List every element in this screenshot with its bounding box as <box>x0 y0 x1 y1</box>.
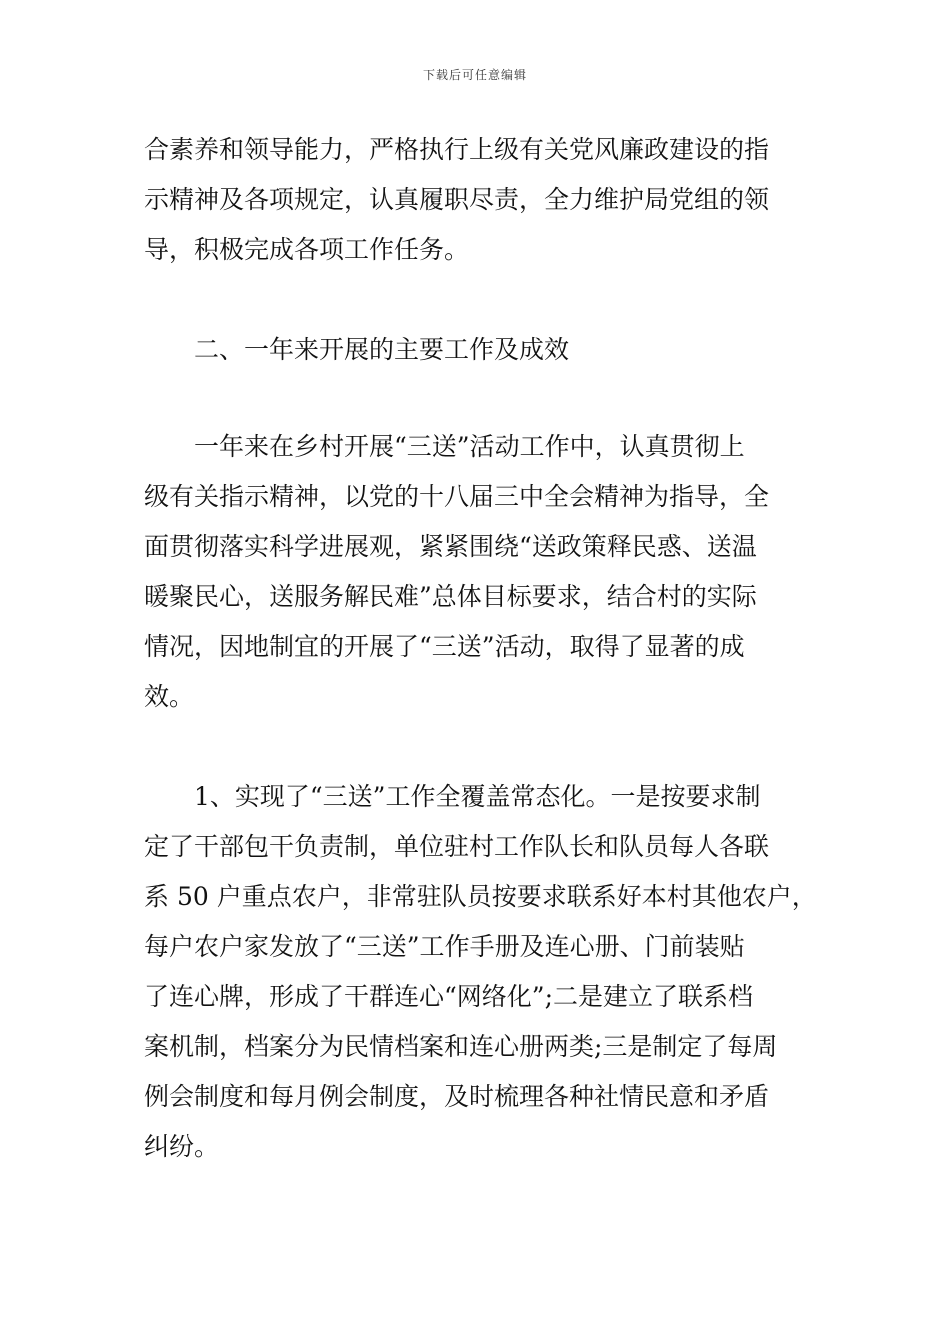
text-line: 面贯彻落实科学进展观，紧紧围绕“送政策释民惑、送温 <box>144 532 757 561</box>
text-line: 纠纷。 <box>144 1132 220 1161</box>
text-line: 系 50 户重点农户，非常驻队员按要求联系好本村其他农户， <box>144 882 817 911</box>
text-line: 暖聚民心，送服务解民难”总体目标要求，结合村的实际 <box>144 582 757 611</box>
text-line: 案机制，档案分为民情档案和连心册两类;三是制定了每周 <box>144 1032 778 1061</box>
text-line: 一年来在乡村开展“三送”活动工作中，认真贯彻上 <box>194 432 745 461</box>
paragraph-item-1 <box>144 772 817 1172</box>
paragraph-overview <box>144 422 814 722</box>
page-header: 下载后可任意编辑 <box>422 68 527 82</box>
section-heading <box>144 325 814 375</box>
text-line: 了连心牌，形成了干群连心“网络化”;二是建立了联系档 <box>144 982 753 1011</box>
text-line: 效。 <box>144 682 195 711</box>
text-line: 每户农户家发放了“三送”工作手册及连心册、门前装贴 <box>144 932 745 961</box>
paragraph-continuation <box>144 125 814 275</box>
text-line: 定了干部包干负责制，单位驻村工作队长和队员每人各联 <box>144 832 770 861</box>
text-line: 1、实现了“三送”工作全覆盖常态化。一是按要求制 <box>194 782 761 811</box>
text-line: 导，积极完成各项工作任务。 <box>144 235 470 264</box>
text-line: 情况，因地制宜的开展了“三送”活动，取得了显著的成 <box>144 632 745 661</box>
text-line: 级有关指示精神，以党的十八届三中全会精神为指导，全 <box>144 482 770 511</box>
text-line: 示精神及各项规定，认真履职尽责，全力维护局党组的领 <box>144 185 770 214</box>
text-line: 例会制度和每月例会制度，及时梳理各种社情民意和矛盾 <box>144 1082 770 1111</box>
text-line: 合素养和领导能力，严格执行上级有关党风廉政建设的指 <box>144 135 770 164</box>
heading-line: 二、一年来开展的主要工作及成效 <box>194 335 570 364</box>
